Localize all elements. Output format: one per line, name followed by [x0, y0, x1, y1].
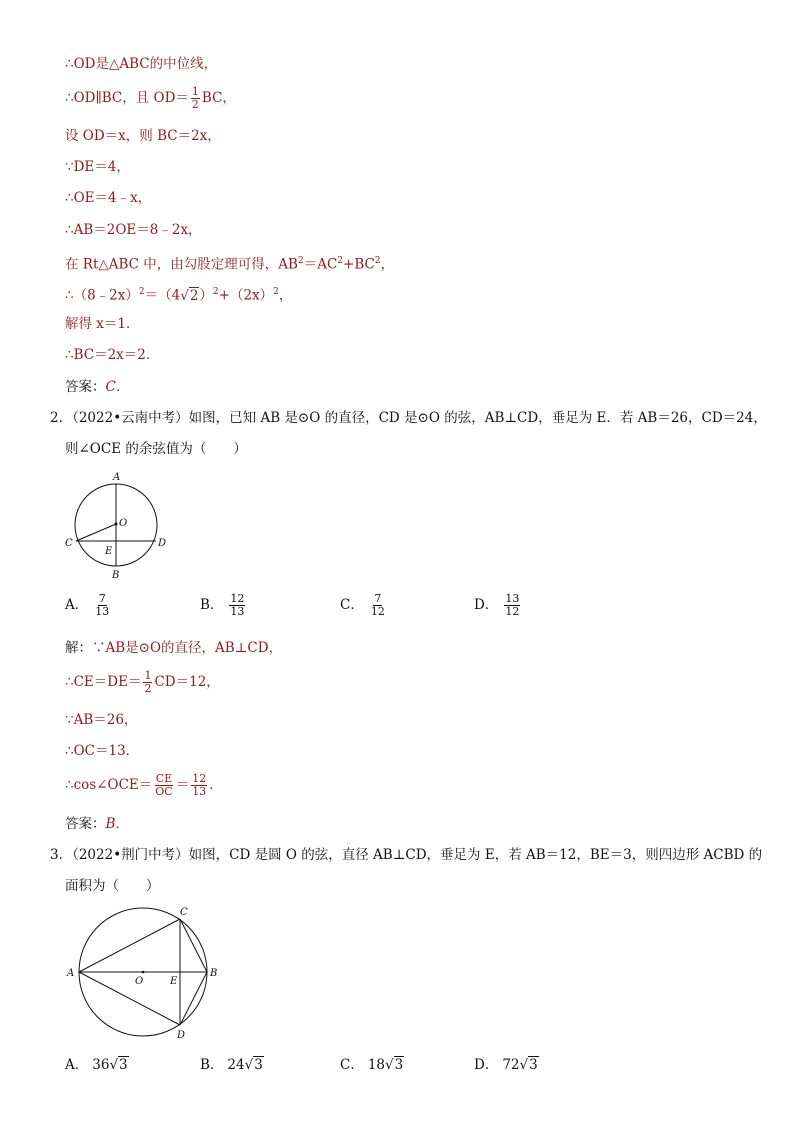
- sol-line-7: 在 Rt△ABC 中，由勾股定理可得，$AB^2=AC^2+BC^2$，: [65, 256, 395, 273]
- q3-segment-da: [79, 972, 180, 1025]
- q2-sol-line-1: 解：∵AB是⊙O的直径，AB⊥CD，: [65, 640, 283, 656]
- q2-label-a: A: [113, 472, 121, 483]
- q3-label-c: C: [180, 907, 188, 918]
- q2-center-dot: [115, 523, 118, 526]
- q3-label-a: A: [67, 968, 75, 979]
- q3-center-dot: [142, 971, 145, 974]
- q3-circle-figure: [60, 902, 230, 1042]
- q3-stem-line-2: 面积为（ ）: [65, 878, 160, 894]
- sol-line-8: $\therefore(8﹣2x)^2=(4√2)^2+(2x)^2$，: [65, 287, 293, 304]
- q2-label-b: B: [112, 570, 120, 581]
- q3-option-b[interactable]: B． 24√3: [200, 1057, 263, 1073]
- sol-line-2: ∴OD∥BC，且 OD＝ $\frac{1}{2}$ BC，: [65, 85, 236, 111]
- q2-segment-oc: [76, 524, 116, 541]
- q3-option-d[interactable]: D． 72√3: [474, 1057, 538, 1073]
- q2-option-d[interactable]: D． $\frac{13}{12}$: [474, 592, 520, 618]
- sol-line-9: 解得 x＝1．: [65, 316, 140, 332]
- q2-sol-line-5: ∴cos∠OCE＝ $\frac{CE}{OC}$ ＝ $\frac{12}{13}$ ．: [65, 772, 223, 798]
- sqrt-symbol: √2: [180, 287, 199, 304]
- q3-segment-cb: [180, 919, 207, 972]
- q2-circle-figure: [60, 468, 180, 584]
- sol-line-3: 设 OD＝x，则 BC＝2x，: [65, 128, 221, 144]
- q3-segment-bd: [180, 972, 207, 1025]
- sol-line-10: ∴BC＝2x＝2．: [65, 347, 160, 363]
- q2-label-c: C: [65, 538, 73, 549]
- q3-label-d: D: [177, 1030, 186, 1041]
- q2-sol-line-4: ∴OC＝13．: [65, 743, 140, 759]
- q2-option-c[interactable]: C． $\frac{7}{12}$: [340, 592, 385, 618]
- sol-line-1: ∴OD是△ABC的中位线，: [65, 56, 218, 72]
- q2-sol-line-2: ∴CE＝DE＝ $\frac{1}{2}$ CD＝12，: [65, 669, 220, 695]
- q2-option-a[interactable]: A． $\frac{7}{13}$: [65, 592, 110, 618]
- q2-label-e: E: [105, 546, 113, 557]
- q3-label-e: E: [170, 976, 178, 987]
- answer-line-1: 答案：C．: [65, 379, 130, 395]
- q3-label-o: O: [135, 976, 144, 987]
- q2-label-o: O: [119, 518, 128, 529]
- q2-option-b[interactable]: B． $\frac{12}{13}$: [200, 592, 245, 618]
- sol-line-5: ∴OE＝4﹣x，: [65, 190, 152, 206]
- q3-option-c[interactable]: C． 18√3: [340, 1057, 404, 1073]
- q3-stem-line-1: 3．（2022•荆门中考）如图，CD 是圆 O 的弦，直径 AB⊥CD，垂足为 E，若 AB＝12，BE＝3，则四边形 ACBD 的: [50, 847, 763, 863]
- q3-option-a[interactable]: A． 36√3: [65, 1057, 128, 1073]
- q2-sol-line-3: ∵AB＝26，: [65, 712, 138, 728]
- q2-label-d: D: [158, 538, 167, 549]
- q3-label-b: B: [210, 968, 218, 979]
- fraction-half: $\frac{1}{2}$: [191, 85, 199, 111]
- q3-segment-ac: [79, 919, 180, 972]
- q2-stem-line-2: 则∠OCE 的余弦值为（ ）: [65, 441, 247, 457]
- sol-line-6: ∴AB＝2OE＝8﹣2x，: [65, 222, 202, 238]
- answer-line-2: 答案：B．: [65, 816, 129, 832]
- sol-line-4: ∵DE＝4，: [65, 159, 130, 175]
- q2-stem-line-1: 2．（2022•云南中考）如图，已知 AB 是⊙O 的直径，CD 是⊙O 的弦，AB⊥CD，垂足为 E．若 AB＝26，CD＝24，: [50, 410, 767, 426]
